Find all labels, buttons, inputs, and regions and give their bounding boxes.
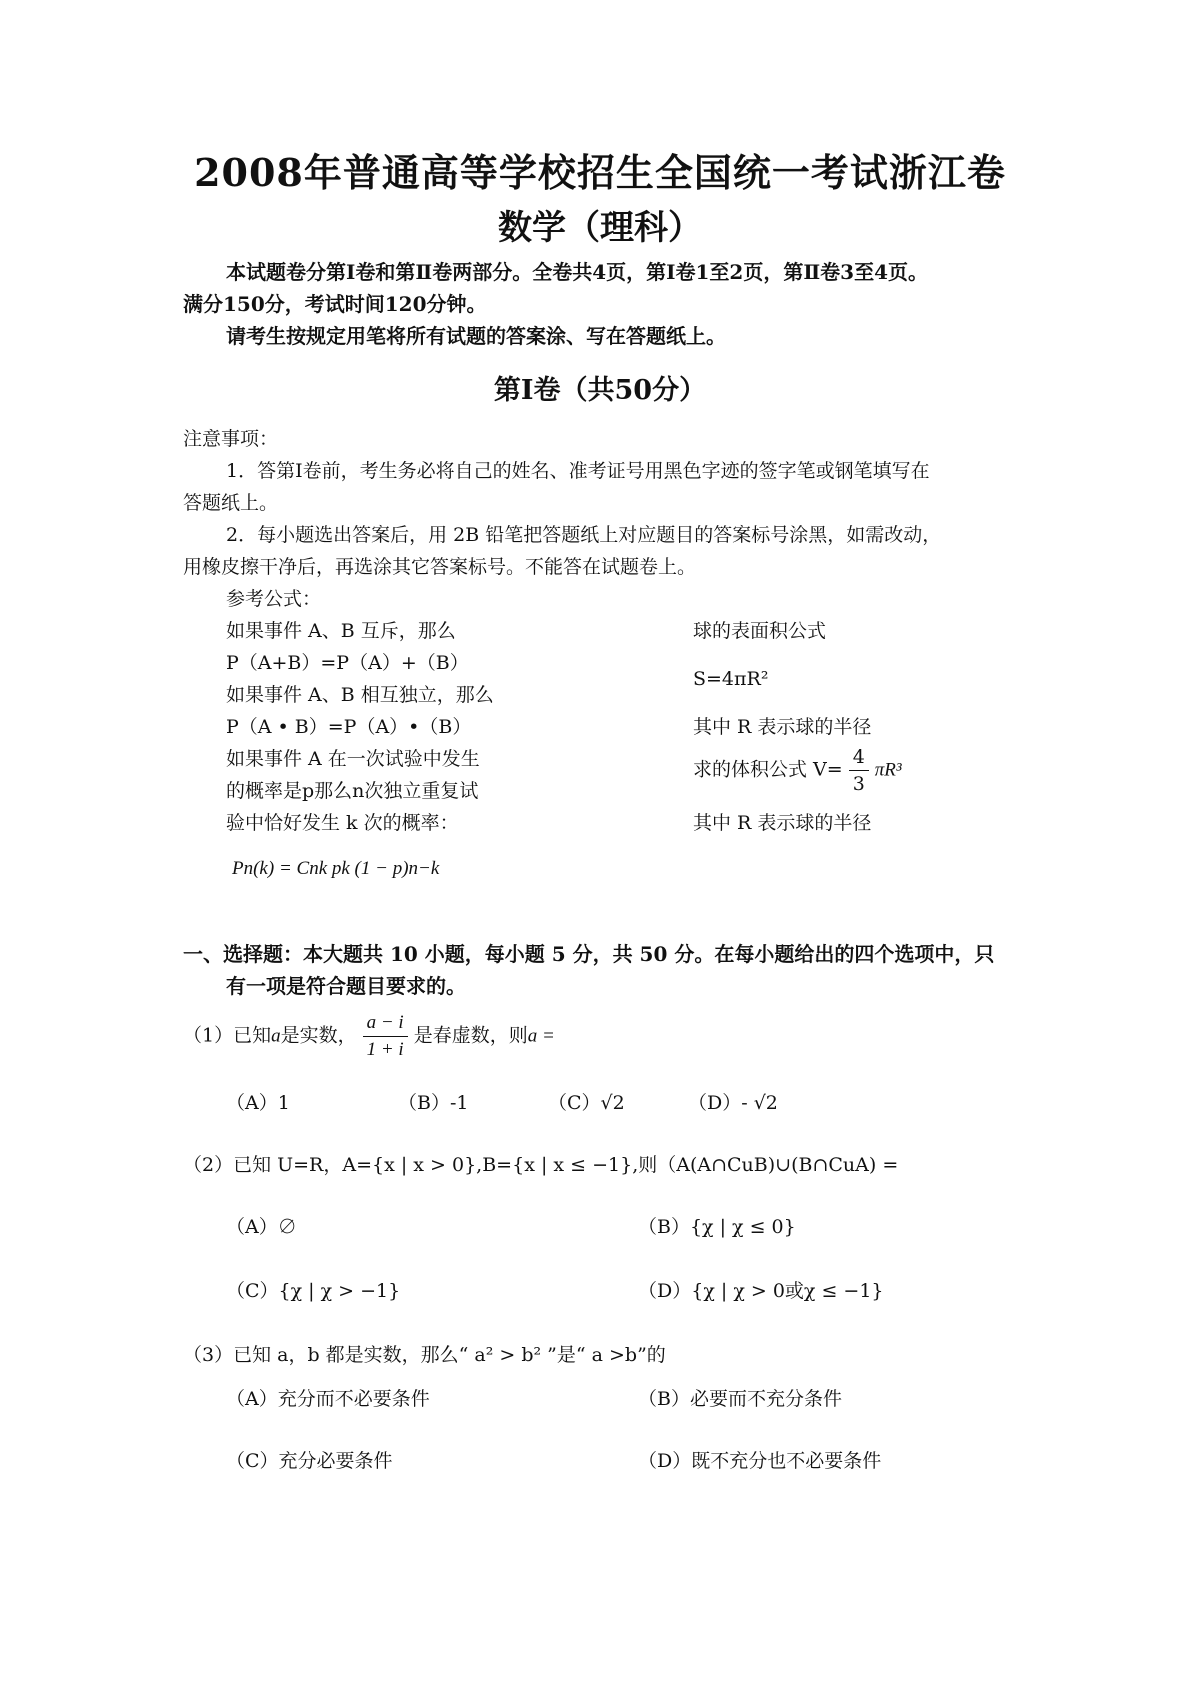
q1-option-a: （A）1 xyxy=(226,1092,290,1114)
sphere-volume-numerator: 4 xyxy=(849,746,869,771)
formula-left-7: 验中恰好发生 k 次的概率： xyxy=(226,812,459,834)
q3-stem: （3）已知 a，b 都是实数，那么“ a² > b² ”是“ a >b”的 xyxy=(183,1344,666,1366)
q2-option-a: （A）∅ xyxy=(226,1216,297,1238)
q2-option-b: （B）{χ | χ ≤ 0} xyxy=(638,1216,796,1238)
note-2-line-1: 2．每小题选出答案后，用 2B 铅笔把答题纸上对应题目的答案标号涂黑，如需改动， xyxy=(226,524,942,546)
formulas-label: 参考公式： xyxy=(226,588,322,610)
q1-fraction-denominator: 1 + i xyxy=(366,1039,404,1060)
sphere-volume-tail: πR³ xyxy=(874,759,902,781)
exam-title: 2008年普通高等学校招生全国统一考试浙江卷 xyxy=(194,150,1006,195)
sphere-surface-formula: S=4πR² xyxy=(693,668,769,690)
binomial-formula: Pn(k) = Cnk pk (1 − p)n−k xyxy=(232,858,440,879)
formula-left-5: 如果事件 A 在一次试验中发生 xyxy=(226,748,480,770)
note-2-line-2: 用橡皮擦干净后，再选涂其它答案标号。不能答在试题卷上。 xyxy=(183,556,697,578)
formula-left-6: 的概率是p那么n次独立重复试 xyxy=(226,780,479,802)
formula-left-1: 如果事件 A、B 互斥，那么 xyxy=(226,620,456,642)
intro-line-3: 请考生按规定用笔将所有试题的答案涂、写在答题纸上。 xyxy=(226,324,726,348)
note-1-line-1: 1．答第Ⅰ卷前，考生务必将自己的姓名、准考证号用黑色字迹的签字笔或钢笔填写在 xyxy=(226,460,930,482)
section1-line-2: 有一项是符合题目要求的。 xyxy=(226,974,466,998)
notes-label: 注意事项： xyxy=(183,428,279,450)
sphere-volume-label: 求的体积公式 V= xyxy=(693,758,843,781)
q3-option-b: （B）必要而不充分条件 xyxy=(638,1388,842,1410)
part1-heading: 第Ⅰ卷（共50分） xyxy=(493,375,707,406)
formula-left-2: P（A+B）=P（A）+（B） xyxy=(226,652,469,674)
q1-var-a: a xyxy=(271,1025,281,1047)
q3-option-c: （C）充分必要条件 xyxy=(226,1450,393,1472)
intro-line-1: 本试题卷分第Ⅰ卷和第Ⅱ卷两部分。全卷共4页，第Ⅰ卷1至2页，第Ⅱ卷3至4页。 xyxy=(226,260,929,284)
q1-prefix: （1）已知 xyxy=(183,1024,272,1047)
q3-option-a: （A）充分而不必要条件 xyxy=(226,1388,430,1410)
note-1-line-2: 答题纸上。 xyxy=(183,492,279,514)
sphere-volume-fraction xyxy=(849,746,869,795)
q1-fraction xyxy=(363,1012,408,1061)
q1-fraction-numerator: a − i xyxy=(363,1012,408,1037)
q1-option-b: （B）-1 xyxy=(398,1092,469,1114)
q2-option-c: （C）{χ | χ > −1} xyxy=(226,1280,401,1302)
formula-left-4: P（A • B）=P（A）•（B） xyxy=(226,716,472,738)
q1-option-c: （C）√2 xyxy=(548,1092,625,1114)
intro-line-2: 满分150分，考试时间120分钟。 xyxy=(183,292,487,316)
sphere-radius-note-2: 其中 R 表示球的半径 xyxy=(693,812,872,834)
q1-stem xyxy=(183,1012,555,1061)
q2-stem: （2）已知 U=R，A={x | x > 0},B={x | x ≤ −1},则（A(A∩CuB)∪(B∩CuA) = xyxy=(183,1154,899,1176)
sphere-radius-note-1: 其中 R 表示球的半径 xyxy=(693,716,872,738)
q1-mid: 是实数， xyxy=(280,1024,357,1047)
q3-option-d: （D）既不充分也不必要条件 xyxy=(638,1450,882,1472)
formula-left-3: 如果事件 A、B 相互独立，那么 xyxy=(226,684,494,706)
sphere-surface-label: 球的表面积公式 xyxy=(693,620,827,642)
sphere-volume-denominator: 3 xyxy=(852,773,865,795)
sphere-volume-formula xyxy=(693,746,902,795)
q1-end: a = xyxy=(527,1025,555,1047)
q1-option-d: （D）- √2 xyxy=(688,1092,778,1114)
exam-subtitle: 数学（理科） xyxy=(498,208,702,248)
q2-option-d: （D）{χ | χ > 0或χ ≤ −1} xyxy=(638,1280,884,1302)
section1-line-1: 一、选择题：本大题共 10 小题，每小题 5 分，共 50 分。在每小题给出的四个选项中，只 xyxy=(183,942,995,966)
q1-suffix: 是春虚数，则 xyxy=(413,1024,528,1047)
